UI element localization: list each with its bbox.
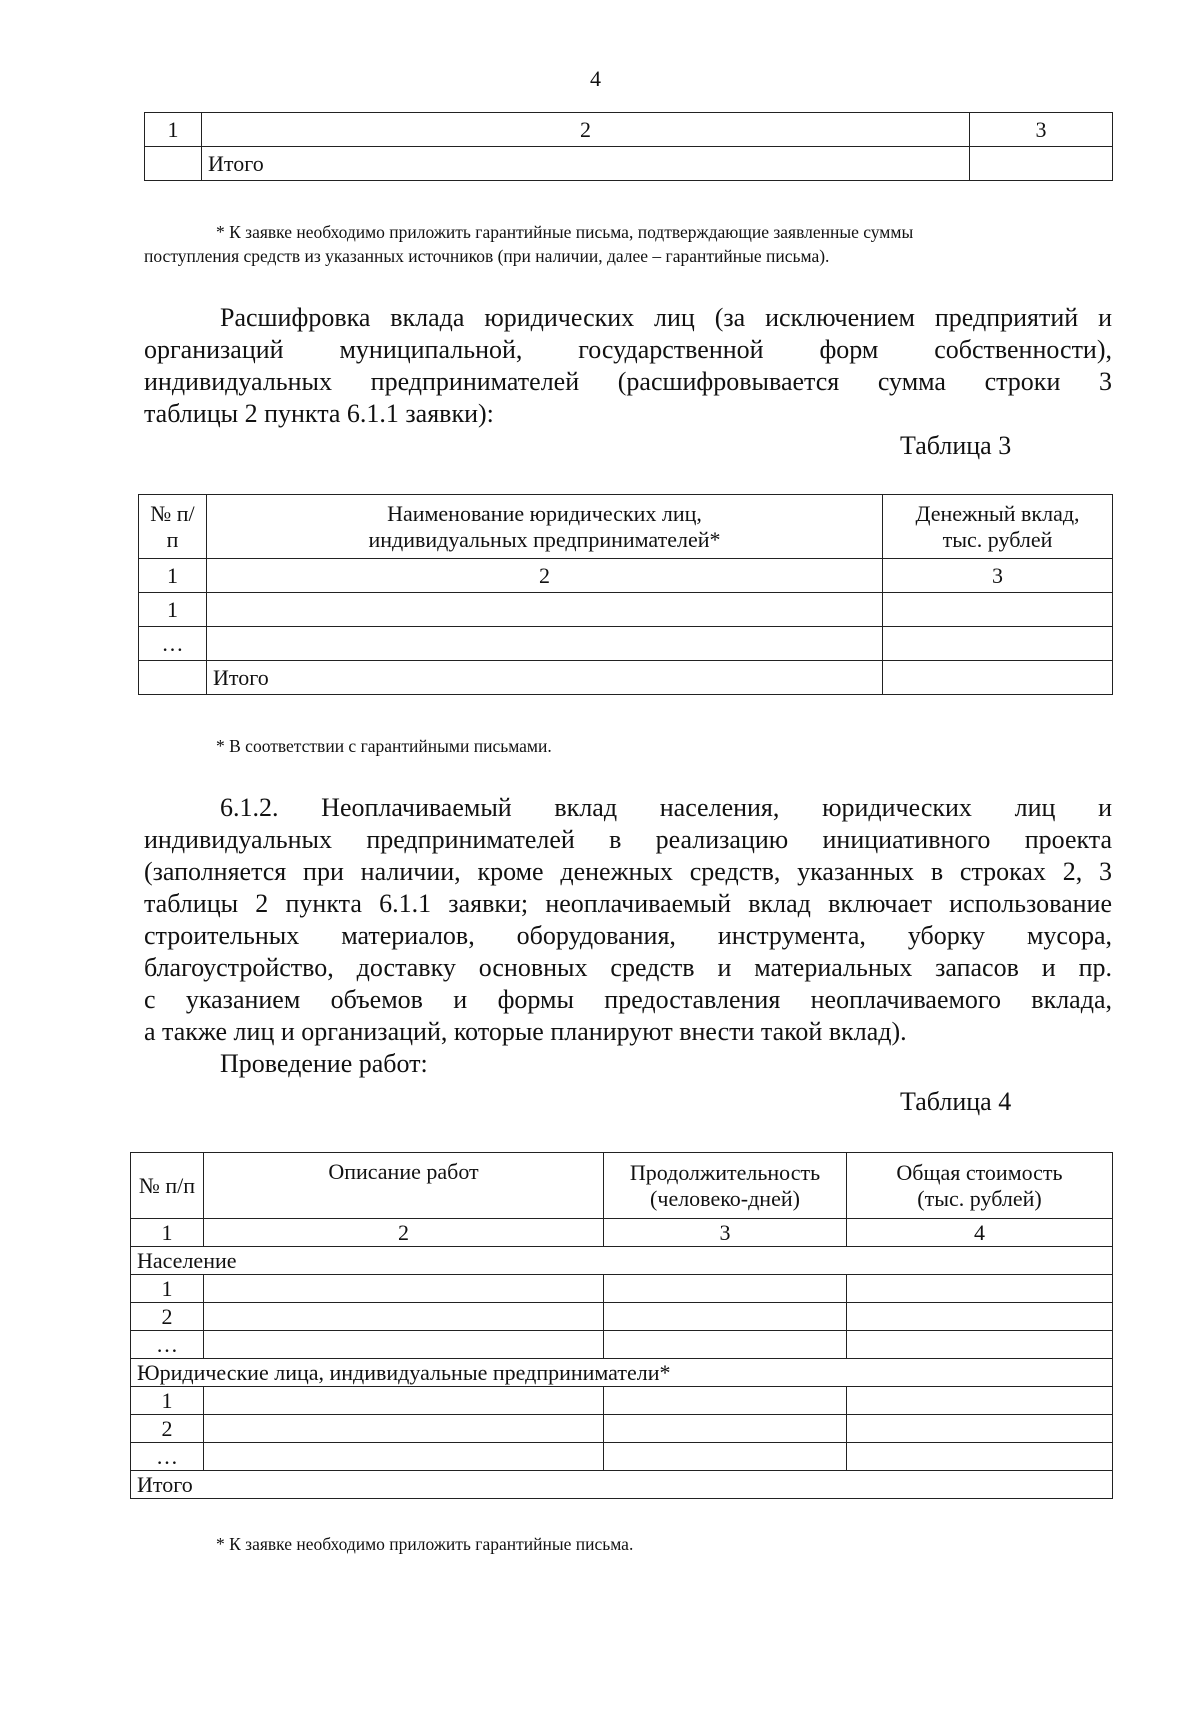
table-cell [883,593,1113,627]
table-row [131,1443,1113,1471]
table-cell [883,627,1113,661]
table4-total: Итого [131,1471,1113,1499]
works-heading: Проведение работ: [220,1049,428,1078]
table-number-row [139,559,1113,593]
table-header-row [145,113,1113,147]
table-row [131,1387,1113,1415]
table-cell [604,1387,847,1415]
group-legal-entities: Юридические лица, индивидуальные предприниматели* [131,1359,1113,1387]
paragraph-line: с указанием объемов и формы предоставления неоплачиваемого вклада, [144,985,1112,1014]
paragraph-line: (заполняется при наличии, кроме денежных средств, указанных в строках 2, 3 [144,857,1112,886]
table-cell: 1 [139,593,207,627]
footnote-table3: * В соответствии с гарантийными письмами. [216,736,552,756]
table-cell: 3 [970,113,1113,147]
table-cell [847,1415,1113,1443]
table-cell: 4 [847,1219,1113,1247]
footnote-table4: * К заявке необходимо приложить гарантийные письма. [216,1534,634,1554]
table-cell: 1 [145,113,202,147]
table-cell: 1 [139,559,207,593]
table-cell [207,627,883,661]
paragraph-line: 6.1.2. Неоплачиваемый вклад населения, юридических лиц и [220,793,1112,822]
table-row [131,1303,1113,1331]
table-total-row [145,147,1113,181]
table-cell [207,593,883,627]
table-header-cell: Продолжительность (человеко-дней) [604,1153,847,1219]
table-cell [847,1275,1113,1303]
table-total-row [131,1471,1113,1499]
table-cell: 2 [207,559,883,593]
table-row [139,593,1113,627]
table-cell [139,661,207,695]
table-header-cell: № п/п [139,495,207,559]
table-header-cell: № п/п [131,1153,204,1219]
table-header-cell: Наименование юридических лиц, индивидуальных предпринимателей* [207,495,883,559]
table-cell: Итого [207,661,883,695]
table-total-row [139,661,1113,695]
table-header-cell: Описание работ [204,1153,604,1219]
table-cell [847,1331,1113,1359]
table-cell: … [131,1443,204,1471]
table-cell: … [131,1331,204,1359]
section-6-1-2 [144,792,1112,1080]
paragraph-line: благоустройство, доставку основных средств и материальных запасов и пр. [144,953,1112,982]
table-number-row [131,1219,1113,1247]
table-cell: 1 [131,1387,204,1415]
paragraph-line: организаций муниципальной, государственной форм собственности), [144,335,1112,364]
table-cell: 2 [131,1303,204,1331]
table-cell: 2 [131,1415,204,1443]
table-cell [204,1443,604,1471]
table-row [131,1415,1113,1443]
table-cell [604,1331,847,1359]
table-row [139,627,1113,661]
table4-caption: Таблица 4 [900,1087,1012,1116]
table-cell [604,1275,847,1303]
table-cell: Итого [202,147,970,181]
table-group-row [131,1247,1113,1275]
table3 [138,494,1113,695]
table-group-row [131,1359,1113,1387]
table-cell [970,147,1113,181]
table3-caption: Таблица 3 [900,431,1012,460]
table-header-row [139,495,1113,559]
table-cell: 3 [883,559,1113,593]
table-cell [204,1415,604,1443]
paragraph-line: таблицы 2 пункта 6.1.1 заявки; неоплачиваемый вклад включает использование [144,889,1112,918]
table-row [131,1275,1113,1303]
table-cell [604,1415,847,1443]
table2-continued [144,112,1113,181]
paragraph-line: строительных материалов, оборудования, инструмента, уборку мусора, [144,921,1112,950]
table-cell [204,1387,604,1415]
paragraph-line: а также лиц и организаций, которые планируют внести такой вклад). [144,1017,907,1046]
table-cell [204,1275,604,1303]
table-header-cell: Денежный вклад, тыс. рублей [883,495,1113,559]
group-population: Население [131,1247,1113,1275]
table4 [130,1152,1113,1499]
table-cell [883,661,1113,695]
table-cell: … [139,627,207,661]
paragraph-line: Расшифровка вклада юридических лиц (за исключением предприятий и [220,303,1112,332]
table-cell [847,1387,1113,1415]
table-cell [204,1331,604,1359]
paragraph-line: индивидуальных предпринимателей в реализацию инициативного проекта [144,825,1112,854]
page-number: 4 [590,66,601,91]
table-cell [604,1443,847,1471]
table-header-cell: Общая стоимость (тыс. рублей) [847,1153,1113,1219]
table-cell: 3 [604,1219,847,1247]
footnote-guarantee-letters [144,220,1112,268]
table-row [131,1331,1113,1359]
table-cell: 1 [131,1219,204,1247]
table-cell [145,147,202,181]
table-cell [604,1303,847,1331]
table-header-row [131,1153,1113,1219]
table-cell [204,1303,604,1331]
paragraph-line: таблицы 2 пункта 6.1.1 заявки): [144,399,494,428]
table-cell: 2 [202,113,970,147]
paragraph-line: индивидуальных предпринимателей (расшифровывается сумма строки 3 [144,367,1112,396]
legal-contribution-paragraph [144,302,1112,430]
table-cell: 2 [204,1219,604,1247]
footnote-line: * К заявке необходимо приложить гарантийные письма, подтверждающие заявленные суммы [216,222,914,242]
table-cell: 1 [131,1275,204,1303]
table-cell [847,1443,1113,1471]
table-cell [847,1303,1113,1331]
footnote-line: поступления средств из указанных источников (при наличии, далее – гарантийные письма). [144,246,830,266]
